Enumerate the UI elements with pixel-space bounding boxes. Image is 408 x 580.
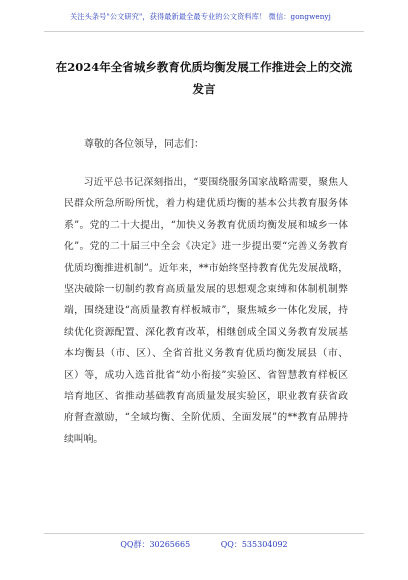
- footer-qq-group: QQ群：30265665: [120, 540, 191, 549]
- document-title: [40, 56, 368, 100]
- footer-divider: [44, 533, 364, 534]
- salutation: 尊敬的各位领导，同志们：: [84, 139, 204, 150]
- document-title-line-2: 发言: [192, 82, 216, 96]
- header-divider: [44, 31, 364, 32]
- body-paragraph: 习近平总书记深刻指出，“要围绕服务国家战略需要，聚焦人民群众所急所盼所忧，着力构建优质均衡的基本公共教育服务体系”。党的二十大提出，“加快义务教育优质均衡发展和城乡一体化”。党的二十届三中全会《决定》进一步提出要“完善义务教育优质均衡推进机制”。近年来，**市始终坚持教育优先发展战略，坚决破除一切制约教育高质量发展的思想观念束缚和体制机制弊端，围绕建设“高质量教育样板城市”，聚焦城乡一体化发展，持续优化资源配置、深化教育改革，相继创成全国义务教育发展基本均衡县（市、区）、全省首批义务教育优质均衡发展县（市、区）等，成功入选首批省“幼小衔接”实验区、省智慧教育样板区培育地区、省推动基础教育高质量发展实验区，职业教育获省政府督查激励，“全域均衡、全阶优质、全面发展”的**教育品牌持续叫响。: [64, 177, 348, 445]
- header-banner: 关注头条号"公文研究"，获得最新最全最专业的公文资料库！ 微信：gongwenyj: [70, 12, 331, 21]
- footer: [0, 539, 408, 550]
- document-title-line-1: 在2024年全省城乡教育优质均衡发展工作推进会上的交流: [55, 60, 353, 74]
- footer-qq: QQ：535304092: [220, 540, 288, 549]
